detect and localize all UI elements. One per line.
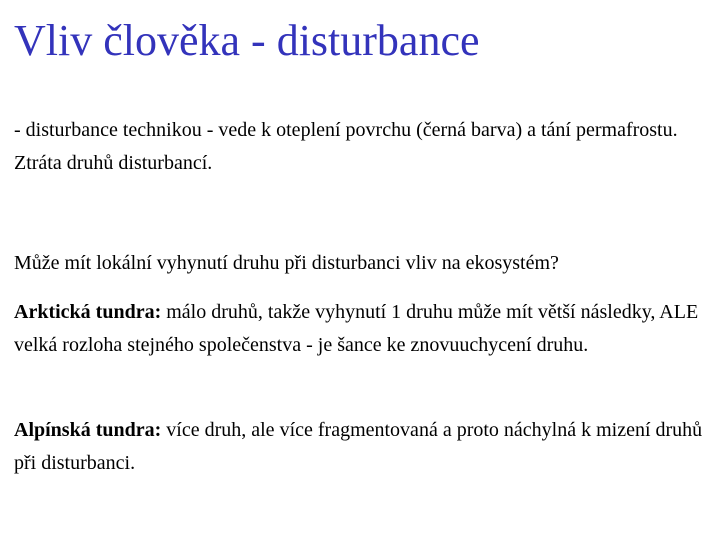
paragraph-arctic-tundra [14, 296, 714, 362]
paragraph-disturbance [14, 114, 714, 180]
paragraph-text: - disturbance technikou - vede k oteplení povrchu (černá barva) a tání permafrostu. Ztráta druhů disturbancí. [14, 119, 678, 174]
paragraph-question [14, 247, 714, 280]
paragraph-text: málo druhů, takže vyhynutí 1 druhu může mít větší následky, ALE velká rozloha stejného společenstva - je šance ke znovuuchycení druhu. [14, 301, 699, 356]
paragraph-text: více druh, ale více fragmentovaná a proto náchylná k mizení druhů při disturbanci. [14, 419, 703, 474]
paragraph-text: Může mít lokální vyhynutí druhu při disturbanci vliv na ekosystém? [14, 252, 559, 274]
slide-title: Vliv člověka - disturbance [14, 16, 480, 65]
paragraph-alpine-tundra [14, 414, 714, 480]
paragraph-lead: Arktická tundra: [14, 301, 162, 323]
paragraph-lead: Alpínská tundra: [14, 419, 162, 441]
